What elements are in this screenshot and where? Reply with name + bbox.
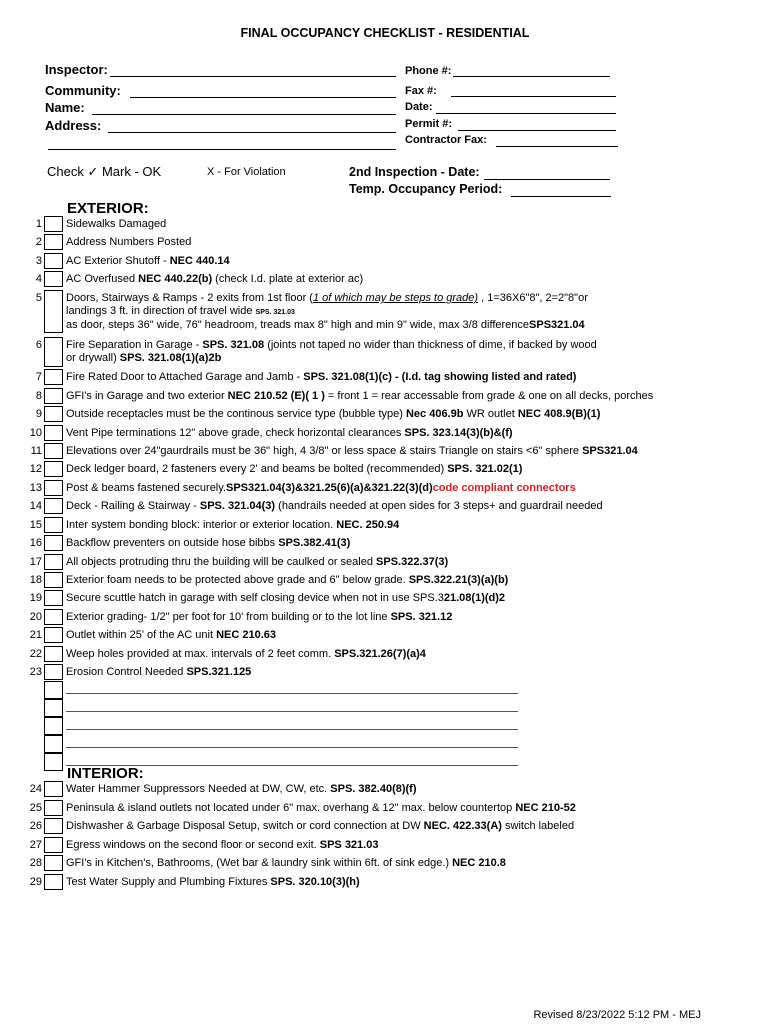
item-number: 6 bbox=[35, 339, 42, 351]
checklist-item bbox=[0, 874, 770, 892]
code-reference: NEC 440.14 bbox=[169, 255, 230, 267]
checklist-item bbox=[0, 337, 770, 364]
item-checkbox[interactable] bbox=[44, 590, 63, 606]
item-description-cont: (handrails needed at open sides for 3 steps+ and guardrail needed bbox=[275, 500, 603, 512]
date-label: Date: bbox=[405, 101, 433, 113]
item-number: 21 bbox=[29, 629, 42, 641]
code-reference: SPS. 321.12 bbox=[390, 611, 453, 623]
item-description-line3: as door, steps 36" wide, 76" headroom, treads max 8" high and min 9" wide, max 3/8 difference bbox=[66, 319, 530, 331]
blank-checkbox[interactable] bbox=[44, 699, 63, 717]
item-description: Outside receptacles must be the continous service type (bubble type) bbox=[66, 408, 406, 420]
code-reference: 21.08(1)(d)2 bbox=[443, 592, 506, 604]
item-text bbox=[66, 273, 363, 286]
item-text bbox=[66, 218, 166, 231]
code-reference: NEC 408.9(B)(1) bbox=[517, 408, 601, 420]
code-reference: NEC 210.63 bbox=[216, 629, 277, 641]
item-text bbox=[66, 783, 417, 796]
checklist-item bbox=[0, 290, 770, 331]
second-inspection-date-field[interactable] bbox=[484, 179, 610, 180]
name-label: Name: bbox=[45, 100, 85, 115]
item-text bbox=[66, 876, 360, 889]
item-text bbox=[66, 592, 505, 605]
item-number: 24 bbox=[29, 783, 42, 795]
checklist-item bbox=[0, 216, 770, 234]
code-reference: SPS321.04 bbox=[582, 445, 638, 457]
checklist-item bbox=[0, 461, 770, 479]
item-description: Vent Pipe terminations 12" above grade, check horizontal clearances bbox=[66, 427, 405, 439]
revision-footer: Revised 8/23/2022 5:12 PM - MEJ bbox=[533, 1009, 701, 1021]
code-reference: SPS. 321.04(3) bbox=[199, 500, 276, 512]
item-text bbox=[66, 537, 350, 550]
item-text bbox=[66, 519, 399, 532]
temp-occupancy-label: Temp. Occupancy Period: bbox=[349, 182, 503, 196]
item-checkbox[interactable] bbox=[44, 369, 63, 385]
item-number: 25 bbox=[29, 802, 42, 814]
item-number: 19 bbox=[29, 592, 42, 604]
item-text bbox=[66, 390, 653, 403]
item-checkbox[interactable] bbox=[44, 781, 63, 797]
checklist-item bbox=[0, 443, 770, 461]
temp-occupancy-field[interactable] bbox=[511, 196, 611, 197]
item-checkbox[interactable] bbox=[44, 337, 63, 367]
item-text bbox=[66, 236, 191, 249]
checklist-item bbox=[0, 590, 770, 608]
code-highlight: code compliant connectors bbox=[432, 482, 576, 494]
checklist-item bbox=[0, 480, 770, 498]
item-description: Backflow preventers on outside hose bibbs bbox=[66, 537, 279, 549]
permit-field[interactable] bbox=[458, 130, 616, 131]
item-checkbox[interactable] bbox=[44, 554, 63, 570]
exterior-heading: EXTERIOR: bbox=[67, 200, 149, 217]
checklist-item bbox=[0, 535, 770, 553]
item-description: Weep holes provided at max. intervals of 2 feet comm. bbox=[66, 648, 335, 660]
name-field[interactable] bbox=[92, 114, 396, 115]
item-description: Egress windows on the second floor or second exit. bbox=[66, 839, 320, 851]
item-text bbox=[66, 371, 576, 384]
code-reference: SPS.382.41(3) bbox=[278, 537, 351, 549]
code-reference: SPS. 321.03 bbox=[255, 309, 295, 316]
code-reference: SPS. 320.10(3)(h) bbox=[270, 876, 360, 888]
item-text bbox=[66, 339, 597, 365]
item-description: Address Numbers Posted bbox=[66, 236, 192, 248]
blank-entry-line[interactable] bbox=[66, 729, 518, 730]
code-reference: SPS. 321.08(1)(a)2b bbox=[119, 352, 222, 364]
item-description: Deck - Railing & Stairway - bbox=[66, 500, 200, 512]
code-reference: NEC 210.8 bbox=[452, 857, 506, 869]
item-number: 20 bbox=[29, 611, 42, 623]
item-description-line2: or drywall) bbox=[66, 352, 120, 364]
community-label: Community: bbox=[45, 83, 121, 98]
code-reference: SPS. 323.14(3)(b)&(f) bbox=[404, 427, 513, 439]
code-reference: NEC 210.52 (E)( 1 ) bbox=[227, 390, 325, 402]
item-text bbox=[66, 666, 251, 679]
item-checkbox[interactable] bbox=[44, 818, 63, 834]
checklist-item bbox=[0, 498, 770, 516]
checklist-item bbox=[0, 554, 770, 572]
code-reference: SPS.321.125 bbox=[186, 666, 252, 678]
blank-entry-line[interactable] bbox=[66, 747, 518, 748]
item-number: 28 bbox=[29, 857, 42, 869]
address-field[interactable] bbox=[108, 132, 396, 133]
checklist-item bbox=[0, 253, 770, 271]
page-title: FINAL OCCUPANCY CHECKLIST - RESIDENTIAL bbox=[240, 26, 530, 40]
blank-checkbox[interactable] bbox=[44, 753, 63, 771]
item-checkbox[interactable] bbox=[44, 406, 63, 422]
address-label: Address: bbox=[45, 118, 102, 133]
item-description: Secure scuttle hatch in garage with self closing device when not in use SPS.3 bbox=[66, 592, 444, 604]
item-description: AC Overfused bbox=[66, 273, 139, 285]
checklist-item bbox=[0, 406, 770, 424]
address-field-line2[interactable] bbox=[48, 149, 396, 150]
item-text bbox=[66, 648, 426, 661]
item-checkbox[interactable] bbox=[44, 535, 63, 551]
checklist-item bbox=[0, 234, 770, 252]
item-checkbox[interactable] bbox=[44, 874, 63, 890]
code-reference: NEC. 422.33(A) bbox=[423, 820, 502, 832]
code-reference: SPS 321.03 bbox=[319, 839, 379, 851]
checklist-item bbox=[0, 609, 770, 627]
fax-field[interactable] bbox=[451, 96, 616, 97]
checklist-item bbox=[0, 800, 770, 818]
item-text bbox=[66, 408, 600, 421]
item-number: 8 bbox=[35, 390, 42, 402]
permit-label: Permit #: bbox=[405, 118, 453, 130]
item-text bbox=[66, 820, 574, 833]
item-number: 22 bbox=[29, 648, 42, 660]
item-text bbox=[66, 857, 506, 870]
item-text bbox=[66, 802, 576, 815]
item-description: Outlet within 25' of the AC unit bbox=[66, 629, 217, 641]
phone-label: Phone #: bbox=[405, 65, 452, 77]
item-description: Exterior foam needs to be protected above grade and 6" below grade. bbox=[66, 574, 409, 586]
item-number: 7 bbox=[35, 371, 42, 383]
item-number: 18 bbox=[29, 574, 42, 586]
item-text bbox=[66, 292, 588, 332]
violation-legend: X - For Violation bbox=[207, 166, 286, 178]
code-reference: SPS. 382.40(8)(f) bbox=[330, 783, 417, 795]
fax-label: Fax #: bbox=[405, 85, 437, 97]
item-checkbox[interactable] bbox=[44, 837, 63, 853]
item-number: 3 bbox=[35, 255, 42, 267]
item-description: Water Hammer Suppressors Needed at DW, CW, etc. bbox=[66, 783, 331, 795]
item-number: 17 bbox=[29, 556, 42, 568]
item-checkbox[interactable] bbox=[44, 800, 63, 816]
item-checkbox[interactable] bbox=[44, 461, 63, 477]
blank-checkbox[interactable] bbox=[44, 735, 63, 753]
item-text bbox=[66, 482, 576, 495]
item-description: Dishwasher & Garbage Disposal Setup, switch or cord connection at DW bbox=[66, 820, 424, 832]
item-description: Erosion Control Needed bbox=[66, 666, 187, 678]
item-number: 15 bbox=[29, 519, 42, 531]
check-legend: Check ✓ Mark - OK bbox=[47, 164, 162, 179]
code-reference: NEC 210-52 bbox=[515, 802, 576, 814]
contractor-fax-label: Contractor Fax: bbox=[405, 134, 487, 146]
item-description-cont: (joints not taped no wider than thickness of dime, if backed by wood bbox=[264, 339, 597, 351]
item-text bbox=[66, 255, 230, 268]
checklist-item bbox=[0, 837, 770, 855]
code-reference: SPS. 321.08(1)(c) - (I.d. tag showing listed and rated) bbox=[303, 371, 577, 383]
item-checkbox[interactable] bbox=[44, 609, 63, 625]
item-checkbox[interactable] bbox=[44, 388, 63, 404]
code-reference: NEC. 250.94 bbox=[336, 519, 400, 531]
item-description-cont: (check I.d. plate at exterior ac) bbox=[212, 273, 364, 285]
checklist-item bbox=[0, 664, 770, 682]
date-field[interactable] bbox=[436, 113, 616, 114]
item-checkbox[interactable] bbox=[44, 271, 63, 287]
code-reference: SPS. 321.02(1) bbox=[447, 463, 523, 475]
item-text bbox=[66, 445, 638, 458]
item-description: GFI's in Garage and two exterior bbox=[66, 390, 228, 402]
code-reference: SPS. 321.08 bbox=[202, 339, 265, 351]
checklist-item bbox=[0, 646, 770, 664]
code-reference: SPS.322.37(3) bbox=[376, 556, 449, 568]
checklist-item bbox=[0, 271, 770, 289]
item-checkbox[interactable] bbox=[44, 425, 63, 441]
item-checkbox[interactable] bbox=[44, 517, 63, 533]
item-description: Exterior grading- 1/2" per foot for 10' from building or to the lot line bbox=[66, 611, 391, 623]
blank-checkbox[interactable] bbox=[44, 681, 63, 699]
item-description-cont: switch labeled bbox=[501, 820, 575, 832]
item-text bbox=[66, 629, 276, 642]
item-checkbox[interactable] bbox=[44, 480, 63, 496]
item-description-cont: = front 1 = rear accessable from grade & one on all decks, porches bbox=[324, 390, 654, 402]
phone-field[interactable] bbox=[453, 76, 610, 77]
item-text bbox=[66, 839, 378, 852]
interior-heading: INTERIOR: bbox=[67, 765, 144, 782]
code-reference: Nec 406.9b bbox=[405, 408, 464, 420]
blank-entry-line[interactable] bbox=[66, 693, 518, 694]
checklist-item bbox=[0, 818, 770, 836]
item-description: Peninsula & island outlets not located under 6" max. overhang & 12" max. below countertop bbox=[66, 802, 516, 814]
inspector-label: Inspector: bbox=[45, 62, 108, 77]
item-checkbox[interactable] bbox=[44, 216, 63, 232]
item-text bbox=[66, 556, 448, 569]
code-reference: NEC 440.22(b) bbox=[138, 273, 213, 285]
item-description: Test Water Supply and Plumbing Fixtures bbox=[66, 876, 271, 888]
inspector-field[interactable] bbox=[110, 76, 396, 77]
contractor-fax-field[interactable] bbox=[496, 146, 618, 147]
item-description-cont: WR outlet bbox=[463, 408, 518, 420]
checklist-item bbox=[0, 369, 770, 387]
second-inspection-date-label: 2nd Inspection - Date: bbox=[349, 165, 480, 179]
item-description: Elevations over 24"gaurdrails must be 36" high, 4 3/8" or less space & stairs Triangle on stairs <6" sphere bbox=[66, 445, 583, 457]
item-number: 12 bbox=[29, 463, 42, 475]
checklist-item bbox=[0, 855, 770, 873]
item-number: 5 bbox=[35, 292, 42, 304]
item-number: 14 bbox=[29, 500, 42, 512]
item-description: Inter system bonding block: interior or exterior location. bbox=[66, 519, 337, 531]
item-text bbox=[66, 500, 603, 513]
code-reference: SPS321.04 bbox=[529, 319, 585, 331]
item-note: 1 of which may be steps to grade) bbox=[312, 292, 479, 304]
checklist-item bbox=[0, 627, 770, 645]
item-description: All objects protruding thru the building will be caulked or sealed bbox=[66, 556, 377, 568]
item-description: Fire Rated Door to Attached Garage and Jamb - bbox=[66, 371, 304, 383]
checklist-item bbox=[0, 517, 770, 535]
item-checkbox[interactable] bbox=[44, 664, 63, 680]
item-text bbox=[66, 463, 522, 476]
item-description: Post & beams fastened securely. bbox=[66, 482, 226, 494]
code-reference: SPS.322.21(3)(a)(b) bbox=[408, 574, 509, 586]
item-description-line2: landings 3 ft. in direction of travel wide bbox=[66, 305, 256, 317]
item-number: 11 bbox=[30, 445, 42, 457]
item-number: 10 bbox=[29, 427, 42, 439]
item-number: 4 bbox=[35, 273, 42, 285]
item-description: GFI's in Kitchen's, Bathrooms, (Wet bar & laundry sink within 6ft. of sink edge.) bbox=[66, 857, 453, 869]
item-checkbox[interactable] bbox=[44, 498, 63, 514]
item-number: 23 bbox=[29, 666, 42, 678]
item-description: Sidewalks Damaged bbox=[66, 218, 167, 230]
community-field[interactable] bbox=[130, 97, 396, 98]
item-description-cont: , 1=36X6"8", 2=2"8"or bbox=[478, 292, 588, 304]
item-checkbox[interactable] bbox=[44, 234, 63, 250]
item-text bbox=[66, 611, 452, 624]
code-reference: SPS.321.26(7)(a)4 bbox=[334, 648, 426, 660]
item-description: Doors, Stairways & Ramps - 2 exits from 1st floor ( bbox=[66, 292, 313, 304]
blank-entry-line[interactable] bbox=[66, 711, 518, 712]
code-reference: SPS321.04(3)&321.25(6)(a)&321.22(3)(d) bbox=[226, 482, 433, 494]
item-description: AC Exterior Shutoff - bbox=[66, 255, 170, 267]
item-number: 1 bbox=[35, 218, 42, 230]
item-number: 13 bbox=[29, 482, 42, 494]
checklist-item bbox=[0, 425, 770, 443]
item-checkbox[interactable] bbox=[44, 646, 63, 662]
item-number: 2 bbox=[35, 236, 42, 248]
item-number: 29 bbox=[29, 876, 42, 888]
item-checkbox[interactable] bbox=[44, 855, 63, 871]
item-description: Fire Separation in Garage - bbox=[66, 339, 203, 351]
blank-checkbox[interactable] bbox=[44, 717, 63, 735]
checklist-item bbox=[0, 781, 770, 799]
item-checkbox[interactable] bbox=[44, 253, 63, 269]
item-number: 16 bbox=[29, 537, 42, 549]
item-number: 9 bbox=[35, 408, 42, 420]
item-text bbox=[66, 574, 508, 587]
item-checkbox[interactable] bbox=[44, 572, 63, 588]
item-description: Deck ledger board, 2 fasteners every 2' and beams be bolted (recommended) bbox=[66, 463, 448, 475]
item-text bbox=[66, 427, 513, 440]
item-checkbox[interactable] bbox=[44, 443, 63, 459]
item-checkbox[interactable] bbox=[44, 290, 63, 333]
item-number: 26 bbox=[29, 820, 42, 832]
item-number: 27 bbox=[29, 839, 42, 851]
checklist-item bbox=[0, 388, 770, 406]
item-checkbox[interactable] bbox=[44, 627, 63, 643]
checklist-item bbox=[0, 572, 770, 590]
